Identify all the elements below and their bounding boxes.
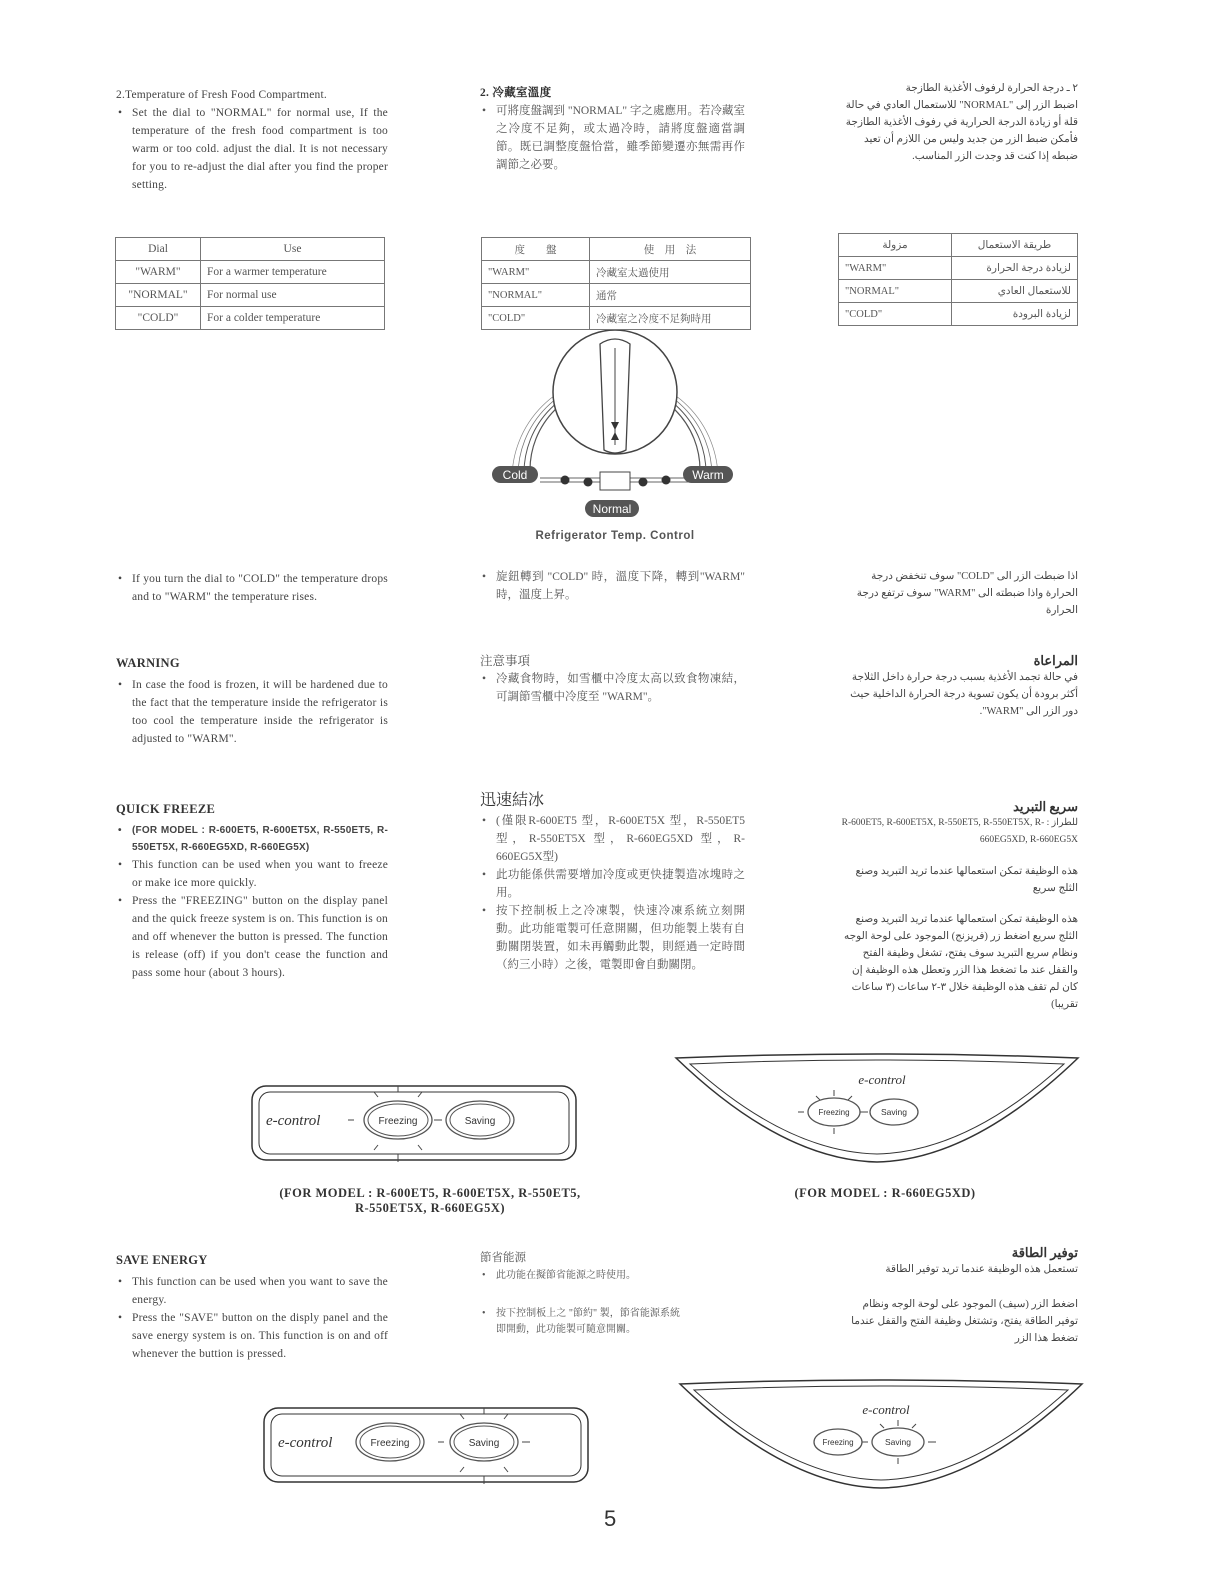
zh-qf-models: • (僅限R-600ET5 型，R-600ET5X 型，R-550ET5 型，R-550ET5X 型，R-660EG5XD 型，R-660EG5X型) [480, 812, 745, 866]
temp-dial-illustration [480, 330, 750, 555]
saving-label: Saving [885, 1437, 911, 1447]
models-caption-left-line-2: R-550ET5X, R-660EG5X) [354, 1201, 506, 1215]
table-cell: 冷藏室之冷度不足夠時用 [590, 307, 751, 330]
ar-warning [838, 652, 1078, 720]
table-cell: "COLD" [482, 307, 590, 330]
ar-se-bullet-1: تستعمل هذه الوظيفة عندما تريد توفير الطاقة [885, 1264, 1078, 1275]
zh-save-energy [480, 1250, 680, 1338]
freezing-label: Freezing [818, 1108, 850, 1117]
cold-label: Cold [502, 468, 528, 482]
en-se-title: SAVE ENERGY [116, 1253, 208, 1267]
control-panel-rect-freezing [250, 1078, 580, 1170]
en-qf-bullet-2: • Press the "FREEZING" button on the display panel and the quick freeze system is on. This function is on and off whenever the button is pressed. The function is release (off) if you don't cease the function and pass some hour (about 3 hours). [116, 892, 388, 982]
en-dial-note-text: • If you turn the dial to "COLD" the temperature drops and to "WARM" the temperature rises. [116, 570, 388, 606]
control-panel-curved-freezing [672, 1052, 1082, 1172]
zh-warning [480, 652, 745, 706]
control-panel-curved-saving [676, 1378, 1086, 1498]
zh-qf-title: 迅速結冰 [480, 792, 545, 809]
table-cell: "NORMAL" [839, 280, 952, 303]
table-cell: "COLD" [839, 303, 952, 326]
brand-logo: e-control [862, 1402, 910, 1417]
table-cell: للاستعمال العادي [952, 280, 1078, 303]
table-cell: 冷藏室太過使用 [590, 261, 751, 284]
models-caption-right: (FOR MODEL : R-660EG5XD) [794, 1186, 976, 1200]
zh-temp-bullet: • 可將度盤調到 "NORMAL" 字之處應用。若冷藏室之冷度不足夠，或太過冷時，請將度盤適當調節。既已調整度盤恰當，雖季節變遷亦無需再作調節之必要。 [480, 102, 745, 174]
table-cell: "NORMAL" [116, 284, 201, 307]
ar-temp-bullet: اضبط الزر إلى "NORMAL" للاستعمال العادي في حالة قلة أو زيادة الدرجة الحرارية في رفوف الأغذية الطازجة فأمكن ضبط الزر من جديد وليس من اللازم أن تعيد ضبطه إذا كنت قد وجدت الزر المناسب. [845, 100, 1078, 162]
en-warning-text: • In case the food is frozen, it will be hardened due to the fact that the temperature inside the refrigerator is too cool the temperature inside the refrigerator is adjusted to "WARM". [116, 676, 388, 748]
table-cell: "COLD" [116, 307, 201, 330]
zh-warning-text: • 冷藏食物時，如雪櫃中冷度太高以致食物凍結，可調節雪櫃中冷度至 "WARM"。 [480, 670, 745, 706]
table-cell: For normal use [201, 284, 385, 307]
warm-label: Warm [692, 468, 724, 482]
ar-save-energy [838, 1244, 1078, 1347]
saving-label: Saving [468, 1438, 500, 1449]
saving-label: Saving [464, 1116, 496, 1127]
table-cell: "NORMAL" [482, 284, 590, 307]
en-dial-table [115, 237, 385, 330]
ar-temp-title: ٢ ـ درجة الحرارة لرفوف الأغذية الطازجة [905, 83, 1078, 94]
ar-dial-note-text: اذا ضبطت الزر الى "COLD" سوف تنخفض درجة الحرارة واذا ضبطته الى "WARM" سوف ترتفع درجة الحرارة [856, 571, 1078, 616]
en-dial-note [116, 570, 388, 606]
zh-quick-freeze [480, 790, 745, 974]
en-temp-title: 2.Temperature of Fresh Food Compartment. [116, 89, 327, 101]
table-header: طريقة الاستعمال [952, 234, 1078, 257]
ar-se-bullet-2: اضغط الزر (سيف) الموجود على لوحة الوجه ونظام توفير الطاقة يفتح، وتشتغل وظيفة الفتح والقفل عندما تضغط هذا الزر [851, 1299, 1078, 1344]
zh-dial-note-text: • 旋鈕轉到 "COLD" 時，溫度下降，轉到"WARM" 時，溫度上昇。 [480, 568, 745, 604]
freezing-label: Freezing [378, 1116, 418, 1127]
en-se-bullet-1: • This function can be used when you want to save the energy. [116, 1273, 388, 1309]
ar-qf-title: سريع التبريد [1013, 799, 1078, 814]
en-se-bullet-2: • Press the "SAVE" button on the disply panel and the save energy system is on. This function is on and off whenever the buttion is pressed. [116, 1309, 388, 1363]
en-temp-bullet: • Set the dial to "NORMAL" for normal use, If the temperature of the fresh food compartment is too warm or too cold. adjust the dial. It is not necessary for you to re-adjust the dial after you find the proper setting. [116, 104, 388, 194]
table-header: 使 用 法 [590, 238, 751, 261]
table-cell: "WARM" [839, 257, 952, 280]
en-save-energy [116, 1251, 388, 1363]
normal-label: Normal [592, 502, 632, 516]
zh-qf-bullet-1: • 此功能係供需要增加冷度或更快捷製造冰塊時之用。 [480, 866, 745, 902]
zh-dial-note [480, 568, 745, 604]
zh-temp-title: 2. 冷藏室溫度 [480, 87, 552, 99]
table-cell: "WARM" [482, 261, 590, 284]
brand-logo: e-control [858, 1072, 906, 1087]
ar-se-title: توفير الطاقة [1011, 1245, 1078, 1260]
freezing-label: Freezing [370, 1438, 410, 1449]
table-cell: "WARM" [116, 261, 201, 284]
en-warning-title: WARNING [116, 656, 180, 670]
table-header: مزولة [839, 234, 952, 257]
en-qf-models: • (FOR MODEL : R-600ET5, R-600ET5X, R-550ET5, R-550ET5X, R-660EG5XD, R-660EG5X) [116, 822, 388, 856]
zh-warning-title: 注意事項 [480, 654, 531, 668]
ar-dial-note [838, 568, 1078, 619]
en-qf-bullet-1: • This function can be used when you want to freeze or make ice more quickly. [116, 856, 388, 892]
control-panel-rect-saving [262, 1400, 592, 1492]
table-cell: 通常 [590, 284, 751, 307]
ar-temp-section [838, 80, 1078, 165]
ar-qf-bullet-1: هذه الوظيفة تمكن استعمالها عندما تريد التبريد وصنع الثلج سريع [855, 866, 1078, 894]
models-caption-left-line-1: (FOR MODEL : R-600ET5, R-600ET5X, R-550ET5, [279, 1186, 581, 1200]
table-header: Use [201, 238, 385, 261]
en-warning [116, 654, 388, 748]
page-number: 5 [604, 1506, 617, 1531]
table-cell: لزيادة درجة الحرارة [952, 257, 1078, 280]
en-quick-freeze [116, 800, 388, 982]
zh-se-title: 節省能源 [480, 1252, 526, 1264]
zh-qf-bullet-2: • 按下控制板上之冷凍製，快速冷凍系統立刻開動。此功能電製可任意開關，但功能製上裝有自動關閉裝置，如未再觸動此製，則經過一定時間（約三小時）之後，電製即會自動關閉。 [480, 902, 745, 974]
brand-logo: e-control [266, 1113, 321, 1129]
table-cell: For a colder temperature [201, 307, 385, 330]
table-header: 度 盤 [482, 238, 590, 261]
freezing-label: Freezing [822, 1438, 854, 1447]
ar-dial-table [838, 233, 1078, 326]
en-temp-section [116, 86, 388, 194]
models-caption-left [200, 1186, 660, 1216]
dial-caption: Refrigerator Temp. Control [535, 530, 695, 542]
ar-qf-bullet-2: هذه الوظيفة تمكن استعمالها عندما تريد التبريد وصنع الثلج سريع اضغط زر (فريزنج) الموجود على لوحة الوجه ونظام سريع التبريد سوف يفتح، تشغل وظيفة الفتح والقفل عند ما تضغط هذا الزر وتعطل هذه الوظيفة إن كان لم تقف هذه الوظيفة خلال ٣-٢ ساعات (٣ ساعات تقريبا) [844, 914, 1078, 1010]
zh-dial-table [481, 237, 751, 330]
table-cell: For a warmer temperature [201, 261, 385, 284]
zh-temp-section [480, 84, 745, 174]
en-qf-title: QUICK FREEZE [116, 802, 216, 816]
table-header: Dial [116, 238, 201, 261]
ar-qf-models: للطراز : R-600ET5, R-600ET5X, R-550ET5, R-550ET5X, R-660EG5XD, R-660EG5X [841, 818, 1078, 845]
zh-se-bullet-1: • 此功能在擬節省能源之時使用。 [480, 1268, 680, 1284]
ar-quick-freeze [838, 798, 1078, 1013]
ar-warning-title: المراعاة [1033, 653, 1078, 668]
zh-se-bullet-2: • 按下控制板上之 "節約" 製，節省能源系統即開動，此功能製可隨意開關。 [480, 1306, 680, 1338]
ar-warning-text: في حالة تجمد الأغذية بسبب درجة حرارة داخل الثلاجة أكثر برودة أن يكون تسوية درجة الحرارة الداخلية حيث دور الزر الى "WARM". [850, 672, 1078, 717]
table-cell: لزيادة البرودة [952, 303, 1078, 326]
brand-logo: e-control [278, 1435, 333, 1451]
saving-label: Saving [881, 1107, 907, 1117]
